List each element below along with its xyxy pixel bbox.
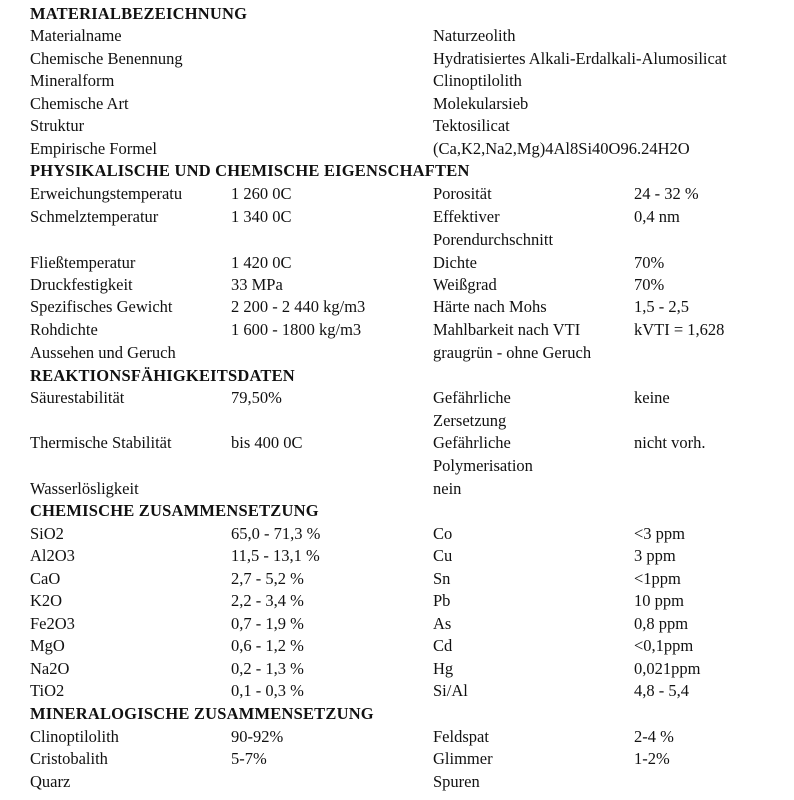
mineral-value: Spuren — [433, 772, 480, 791]
property-value: 1,5 - 2,5 — [634, 297, 689, 316]
table-row — [0, 726, 794, 748]
table-row — [0, 296, 794, 318]
element-label: Hg — [433, 659, 454, 678]
compound-value: 2,2 - 3,4 % — [231, 591, 304, 610]
table-row — [0, 590, 794, 612]
property-label: Mineralform — [30, 71, 115, 90]
property-label: Materialname — [30, 26, 122, 45]
mineral-value: 90-92% — [231, 727, 284, 746]
table-row — [0, 252, 794, 274]
property-value: 33 MPa — [231, 275, 283, 294]
section-heading-physical: PHYSIKALISCHE UND CHEMISCHE EIGENSCHAFTEN — [30, 161, 470, 180]
compound-label: Na2O — [30, 659, 70, 678]
property-label: Rohdichte — [30, 320, 98, 339]
property-value: Clinoptilolith — [433, 71, 522, 90]
property-label: Gefährliche — [433, 388, 511, 407]
element-value: 10 ppm — [634, 591, 684, 610]
mineral-label: Quarz — [30, 772, 71, 791]
property-label: Schmelztemperatur — [30, 207, 159, 226]
property-value: graugrün - ohne Geruch — [433, 343, 592, 362]
element-value: <1ppm — [634, 569, 681, 588]
table-row — [0, 206, 794, 228]
mineral-value: 1-2% — [634, 749, 670, 768]
table-row — [0, 25, 794, 47]
property-value: 1 600 - 1800 kg/m3 — [231, 320, 362, 339]
property-label: Struktur — [30, 116, 85, 135]
property-label: Weißgrad — [433, 275, 497, 294]
compound-value: 11,5 - 13,1 % — [231, 546, 320, 565]
table-row — [0, 568, 794, 590]
property-label: Chemische Benennung — [30, 49, 183, 68]
property-label: Effektiver — [433, 207, 500, 226]
element-value: <3 ppm — [634, 524, 686, 543]
compound-value: 65,0 - 71,3 % — [231, 524, 321, 543]
property-label: Chemische Art — [30, 94, 129, 113]
table-row — [0, 680, 794, 702]
table-row — [0, 342, 794, 364]
element-value: <0,1ppm — [634, 636, 694, 655]
mineral-value: 5-7% — [231, 749, 267, 768]
element-label: Si/Al — [433, 681, 468, 700]
compound-label: TiO2 — [30, 681, 65, 700]
property-label: Härte nach Mohs — [433, 297, 547, 316]
property-value: Tektosilicat — [433, 116, 510, 135]
property-value: 2 200 - 2 440 kg/m3 — [231, 297, 366, 316]
property-label: Polymerisation — [433, 456, 533, 475]
property-value: 0,4 nm — [634, 207, 680, 226]
element-label: Cd — [433, 636, 453, 655]
property-label: Spezifisches Gewicht — [30, 297, 173, 316]
property-label: Empirische Formel — [30, 139, 157, 158]
table-row — [0, 183, 794, 205]
compound-value: 0,6 - 1,2 % — [231, 636, 304, 655]
element-label: Sn — [433, 569, 451, 588]
section-heading-material: MATERIALBEZEICHNUNG — [30, 4, 248, 23]
element-label: As — [433, 614, 452, 633]
property-value: (Ca,K2,Na2,Mg)4Al8Si40O96.24H2O — [433, 139, 690, 158]
compound-value: 0,2 - 1,3 % — [231, 659, 304, 678]
property-label: Mahlbarkeit nach VTI — [433, 320, 581, 339]
table-row — [0, 138, 794, 160]
table-row — [0, 115, 794, 137]
table-row — [0, 455, 794, 477]
element-label: Co — [433, 524, 453, 543]
table-row — [0, 410, 794, 432]
property-label: Säurestabilität — [30, 388, 125, 407]
property-value: nicht vorh. — [634, 433, 706, 452]
table-row — [0, 319, 794, 341]
element-value: 3 ppm — [634, 546, 676, 565]
compound-label: MgO — [30, 636, 65, 655]
section-heading-reactivity: REAKTIONSFÄHIGKEITSDATEN — [30, 366, 295, 385]
mineral-label: Feldspat — [433, 727, 489, 746]
mineral-value: 2-4 % — [634, 727, 674, 746]
property-value: 70% — [634, 275, 665, 294]
table-row — [0, 658, 794, 680]
table-row — [0, 93, 794, 115]
section-heading-mineral: MINERALOGISCHE ZUSAMMENSETZUNG — [30, 704, 374, 723]
property-value: 70% — [634, 253, 665, 272]
table-row — [0, 229, 794, 251]
table-row — [0, 771, 794, 793]
compound-label: SiO2 — [30, 524, 64, 543]
property-value: 79,50% — [231, 388, 282, 407]
mineral-label: Glimmer — [433, 749, 493, 768]
property-value: keine — [634, 388, 670, 407]
property-label: Porosität — [433, 184, 492, 203]
mineral-label: Clinoptilolith — [30, 727, 119, 746]
property-label: Erweichungstemperatu — [30, 184, 183, 203]
table-row — [0, 48, 794, 70]
section-heading-chemical: CHEMISCHE ZUSAMMENSETZUNG — [30, 501, 319, 520]
property-label: Wasserlösligkeit — [30, 479, 139, 498]
element-value: 4,8 - 5,4 — [634, 681, 689, 700]
property-label: Thermische Stabilität — [30, 433, 172, 452]
table-row — [0, 523, 794, 545]
compound-label: Al2O3 — [30, 546, 75, 565]
property-value: Naturzeolith — [433, 26, 516, 45]
property-label: Dichte — [433, 253, 477, 272]
compound-label: CaO — [30, 569, 61, 588]
property-value: 1 260 0C — [231, 184, 292, 203]
property-label: Druckfestigkeit — [30, 275, 133, 294]
element-label: Cu — [433, 546, 453, 565]
compound-label: K2O — [30, 591, 63, 610]
element-value: 0,021ppm — [634, 659, 701, 678]
compound-value: 0,7 - 1,9 % — [231, 614, 304, 633]
property-value: 1 340 0C — [231, 207, 292, 226]
property-value: 1 420 0C — [231, 253, 292, 272]
compound-value: 0,1 - 0,3 % — [231, 681, 304, 700]
table-row — [0, 748, 794, 770]
table-row — [0, 387, 794, 409]
property-value: 24 - 32 % — [634, 184, 699, 203]
element-value: 0,8 ppm — [634, 614, 689, 633]
table-row — [0, 613, 794, 635]
compound-label: Fe2O3 — [30, 614, 75, 633]
property-label: Zersetzung — [433, 411, 507, 430]
table-row — [0, 545, 794, 567]
property-label: Gefährliche — [433, 433, 511, 452]
mineral-label: Cristobalith — [30, 749, 108, 768]
property-value: Hydratisiertes Alkali-Erdalkali-Alumosilicat — [433, 49, 727, 68]
property-label: Aussehen und Geruch — [30, 343, 176, 362]
table-row — [0, 432, 794, 454]
property-value: bis 400 0C — [231, 433, 303, 452]
property-value: kVTI = 1,628 — [634, 320, 725, 339]
property-value: Molekularsieb — [433, 94, 529, 113]
table-row — [0, 70, 794, 92]
property-label: Porendurchschnitt — [433, 230, 554, 249]
compound-value: 2,7 - 5,2 % — [231, 569, 304, 588]
table-row — [0, 274, 794, 296]
property-value: nein — [433, 479, 462, 498]
element-label: Pb — [433, 591, 451, 610]
table-row — [0, 478, 794, 500]
property-label: Fließtemperatur — [30, 253, 136, 272]
table-row — [0, 635, 794, 657]
